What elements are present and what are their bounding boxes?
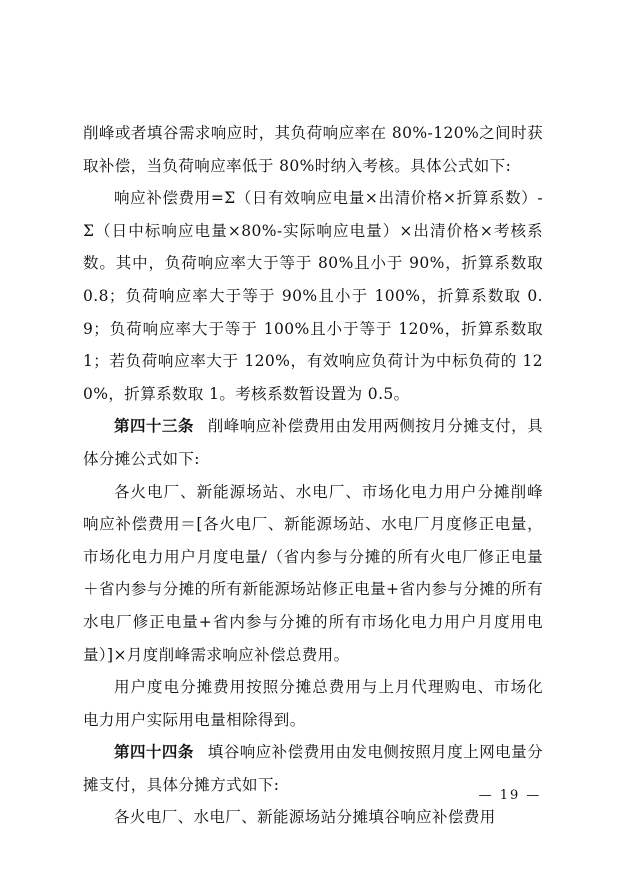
document-body [83,117,543,834]
article-43-title: 第四十三条 [114,417,194,436]
paragraph-text: 响应补偿费用=Σ（日有效响应电量×出清价格×折算系数）-Σ（日中标响应电量×80%-实际响应电量）×出清价格×考核系数。其中，负荷响应率大于等于 80%且小于 90%，折算系数取 0.8；负荷响应率大于等于 90%且小于 100%，折算系数取 0.9；负荷响应率大于等于 100%且小于等于 120%，折算系数取 1；若负荷响应率大于 120%，有效响应负荷计为中标负荷的 120%，折算系数取 1。考核系数暂设置为 0.5。 [83,189,543,403]
paragraph-user-allocation [83,671,543,736]
paragraph-text: 削峰或者填谷需求响应时，其负荷响应率在 80%-120%之间时获取补偿，当负荷响应率低于 80%时纳入考核。具体公式如下: [83,124,543,175]
paragraph-text: 削峰响应补偿费用由发用两侧按月分摊支付，具体分摊公式如下: [83,417,543,468]
paragraph-text: 各火电厂、新能源场站、水电厂、市场化电力用户分摊削峰响应补偿费用＝[各火电厂、新能源场站、水电厂月度修正电量，市场化电力用户月度电量/（省内参与分摊的所有火电厂修正电量＋省内参与分摊的所有新能源场站修正电量+省内参与分摊的所有水电厂修正电量+省内参与分摊的所有市场化电力用户月度用电量）]×月度削峰需求响应补偿总费用。 [83,482,543,664]
paragraph-response-rate-intro [83,117,543,182]
paragraph-valley-filling-allocation [83,801,543,834]
paragraph-article-43 [83,410,543,475]
paragraph-text: 各火电厂、水电厂、新能源场站分摊填谷响应补偿费用 [114,808,496,827]
paragraph-text: 填谷响应补偿费用由发电侧按照月度上网电量分摊支付，具体分摊方式如下: [83,743,543,794]
paragraph-peak-shaving-allocation-formula [83,476,543,672]
paragraph-text: 用户度电分摊费用按照分摊总费用与上月代理购电、市场化电力用户实际用电量相除得到。 [83,678,543,729]
article-44-title: 第四十四条 [114,743,194,762]
paragraph-compensation-formula [83,182,543,410]
page-number: — 19 — [478,788,542,803]
